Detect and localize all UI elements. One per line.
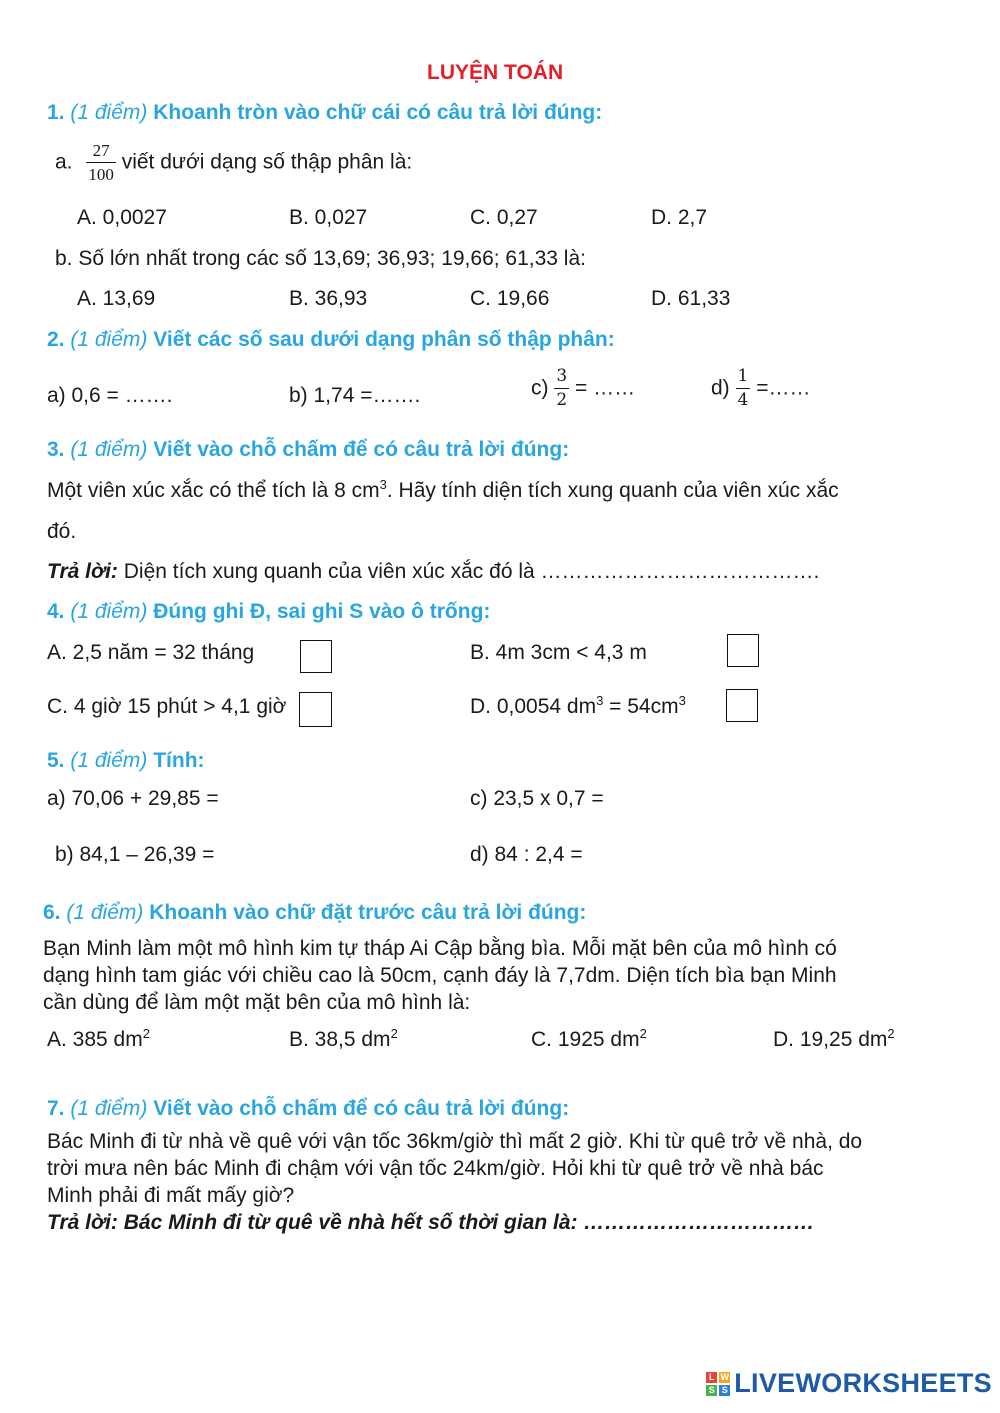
q2-item-c bbox=[531, 368, 635, 409]
q4-points: (1 điểm) bbox=[70, 600, 148, 623]
q1b-prompt: b. Số lớn nhất trong các số 13,69; 36,93; 19,66; 61,33 là: bbox=[55, 247, 586, 270]
q5-item-b: b) 84,1 – 26,39 = bbox=[55, 843, 215, 866]
q6-heading-text: Khoanh vào chữ đặt trước câu trả lời đúng: bbox=[149, 901, 587, 924]
q3-answer-text[interactable]: Diện tích xung quanh của viên xúc xắc đó là …………………………………. bbox=[123, 560, 820, 583]
q5-item-c: c) 23,5 x 0,7 = bbox=[470, 787, 604, 810]
q1-heading bbox=[47, 101, 602, 125]
logo-mark-w: W bbox=[720, 1371, 730, 1382]
q4-number: 4. bbox=[47, 600, 65, 623]
q2-item-c-label: c) bbox=[531, 376, 549, 400]
q6-heading bbox=[43, 901, 586, 925]
q1a-option-d[interactable]: D. 2,7 bbox=[651, 206, 708, 229]
q5-heading bbox=[47, 749, 205, 773]
q6-points: (1 điểm) bbox=[66, 901, 144, 924]
q2-item-d-tail: =…… bbox=[756, 376, 811, 400]
liveworksheets-logo-icon bbox=[706, 1372, 730, 1396]
q5-item-d: d) 84 : 2,4 = bbox=[470, 843, 583, 866]
q3-cube-superscript: 3 bbox=[379, 477, 387, 492]
q2-item-c-tail: = …… bbox=[575, 376, 636, 400]
q1a-text: viết dưới dạng số thập phân là: bbox=[121, 150, 413, 174]
q7-points: (1 điểm) bbox=[70, 1097, 148, 1120]
q7-problem-line2: trời mưa nên bác Minh đi chậm với vận tốc 24km/giờ. Hỏi khi từ quê trở về nhà bác bbox=[47, 1157, 824, 1180]
q2-heading bbox=[47, 328, 615, 352]
q6-option-c[interactable] bbox=[531, 1028, 647, 1052]
q6-option-b-text: B. 38,5 dm bbox=[289, 1028, 391, 1051]
q2-item-d-fraction bbox=[736, 368, 751, 409]
q2-item-c-numerator: 3 bbox=[556, 366, 568, 386]
q1a-fraction bbox=[86, 142, 116, 183]
q2-item-c-denominator: 2 bbox=[556, 390, 568, 410]
q7-heading bbox=[47, 1097, 569, 1121]
liveworksheets-logo-text: LIVEWORKSHEETS bbox=[734, 1368, 992, 1398]
q3-answer-label: Trả lời: bbox=[47, 560, 118, 583]
q4-answer-box-b[interactable] bbox=[727, 634, 759, 667]
q1a-prompt bbox=[55, 142, 412, 183]
q4-d-text-a: D. 0,0054 dm bbox=[470, 695, 597, 718]
q2-item-d-numerator: 1 bbox=[737, 366, 749, 386]
logo-mark-s1: S bbox=[706, 1385, 717, 1396]
q6-option-c-superscript: 2 bbox=[639, 1026, 647, 1041]
q1b-option-b[interactable]: B. 36,93 bbox=[289, 287, 368, 310]
q7-heading-text: Viết vào chỗ chấm để có câu trả lời đúng: bbox=[153, 1097, 570, 1120]
q4-statement-a: A. 2,5 năm = 32 tháng bbox=[47, 641, 255, 664]
q4-d-superscript-2: 3 bbox=[678, 693, 686, 708]
q4-d-superscript-1: 3 bbox=[596, 693, 604, 708]
q1a-fraction-numerator: 27 bbox=[92, 141, 110, 160]
q3-heading-text: Viết vào chỗ chấm để có câu trả lời đúng: bbox=[153, 438, 570, 461]
logo-mark-l: L bbox=[706, 1372, 717, 1383]
q4-heading bbox=[47, 600, 490, 624]
q2-item-a: a) 0,6 = ……. bbox=[47, 384, 173, 407]
q6-problem-line2: dạng hình tam giác với chiều cao là 50cm, cạnh đáy là 7,7dm. Diện tích bìa bạn Minh bbox=[43, 964, 837, 987]
q1a-option-b[interactable]: B. 0,027 bbox=[289, 206, 368, 229]
q3-problem-line1 bbox=[47, 479, 839, 503]
q4-statement-b: B. 4m 3cm < 4,3 m bbox=[470, 641, 647, 664]
q1a-fraction-denominator: 100 bbox=[86, 162, 116, 183]
q4-statement-c: C. 4 giờ 15 phút > 4,1 giờ bbox=[47, 695, 287, 718]
q4-answer-box-d[interactable] bbox=[726, 689, 758, 722]
q5-number: 5. bbox=[47, 749, 65, 772]
q7-problem-line1: Bác Minh đi từ nhà về quê với vận tốc 36km/giờ thì mất 2 giờ. Khi từ quê trở về nhà, do bbox=[47, 1130, 863, 1153]
q2-heading-text: Viết các số sau dưới dạng phân số thập phân: bbox=[153, 328, 615, 351]
q4-heading-text: Đúng ghi Đ, sai ghi S vào ô trống: bbox=[153, 600, 491, 623]
q6-option-d-superscript: 2 bbox=[887, 1026, 895, 1041]
q1a-option-a[interactable]: A. 0,0027 bbox=[77, 206, 167, 229]
q1b-option-c[interactable]: C. 19,66 bbox=[470, 287, 550, 310]
logo-mark-s2: S bbox=[719, 1385, 730, 1396]
q6-number: 6. bbox=[43, 901, 61, 924]
q6-problem-line3: cần dùng để làm một mặt bên của mô hình là: bbox=[43, 991, 471, 1014]
liveworksheets-logo bbox=[706, 1368, 992, 1399]
q6-option-a-text: A. 385 dm bbox=[47, 1028, 143, 1051]
q2-item-d-denominator: 4 bbox=[737, 390, 749, 410]
q2-item-d bbox=[711, 368, 810, 409]
q5-item-a: a) 70,06 + 29,85 = bbox=[47, 787, 219, 810]
q6-option-d[interactable] bbox=[773, 1028, 895, 1052]
q6-option-b[interactable] bbox=[289, 1028, 398, 1052]
q6-problem-line1: Bạn Minh làm một mô hình kim tự tháp Ai Cập bằng bìa. Mỗi mặt bên của mô hình có bbox=[43, 937, 837, 960]
q1b-option-a[interactable]: A. 13,69 bbox=[77, 287, 156, 310]
q7-answer[interactable]: Trả lời: Bác Minh đi từ quê về nhà hết số thời gian là: …………………………… bbox=[47, 1211, 815, 1234]
q1a-option-c[interactable]: C. 0,27 bbox=[470, 206, 538, 229]
q1-number: 1. bbox=[47, 101, 65, 124]
q2-points: (1 điểm) bbox=[70, 328, 148, 351]
q3-heading bbox=[47, 438, 569, 462]
q4-answer-box-c[interactable] bbox=[299, 692, 332, 727]
q2-number: 2. bbox=[47, 328, 65, 351]
q2-item-c-fraction bbox=[554, 368, 569, 409]
q1a-label: a. bbox=[55, 150, 73, 174]
q4-answer-box-a[interactable] bbox=[300, 640, 332, 673]
q4-statement-d bbox=[470, 695, 686, 719]
q3-text-b: . Hãy tính diện tích xung quanh của viên xúc xắc bbox=[386, 479, 839, 502]
q2-item-b: b) 1,74 =……. bbox=[289, 384, 421, 407]
q3-number: 3. bbox=[47, 438, 65, 461]
q6-option-a-superscript: 2 bbox=[142, 1026, 150, 1041]
q1-heading-text: Khoanh tròn vào chữ cái có câu trả lời đúng: bbox=[153, 101, 603, 124]
q3-points: (1 điểm) bbox=[70, 438, 148, 461]
q7-number: 7. bbox=[47, 1097, 65, 1120]
q6-option-b-superscript: 2 bbox=[390, 1026, 398, 1041]
q6-option-a[interactable] bbox=[47, 1028, 150, 1052]
q3-answer bbox=[47, 560, 819, 584]
q3-text-a: Một viên xúc xắc có thể tích là 8 cm bbox=[47, 479, 380, 502]
page-title: LUYỆN TOÁN bbox=[427, 61, 564, 84]
q5-heading-text: Tính: bbox=[153, 749, 205, 772]
q6-option-d-text: D. 19,25 dm bbox=[773, 1028, 888, 1051]
q4-d-text-b: = 54cm bbox=[603, 695, 679, 718]
q6-option-c-text: C. 1925 dm bbox=[531, 1028, 640, 1051]
q1b-option-d[interactable]: D. 61,33 bbox=[651, 287, 731, 310]
q3-problem-line2: đó. bbox=[47, 520, 77, 543]
q1-points: (1 điểm) bbox=[70, 101, 148, 124]
q2-item-d-label: d) bbox=[711, 376, 730, 400]
q5-points: (1 điểm) bbox=[70, 749, 148, 772]
q7-problem-line3: Minh phải đi mất mấy giờ? bbox=[47, 1184, 295, 1207]
